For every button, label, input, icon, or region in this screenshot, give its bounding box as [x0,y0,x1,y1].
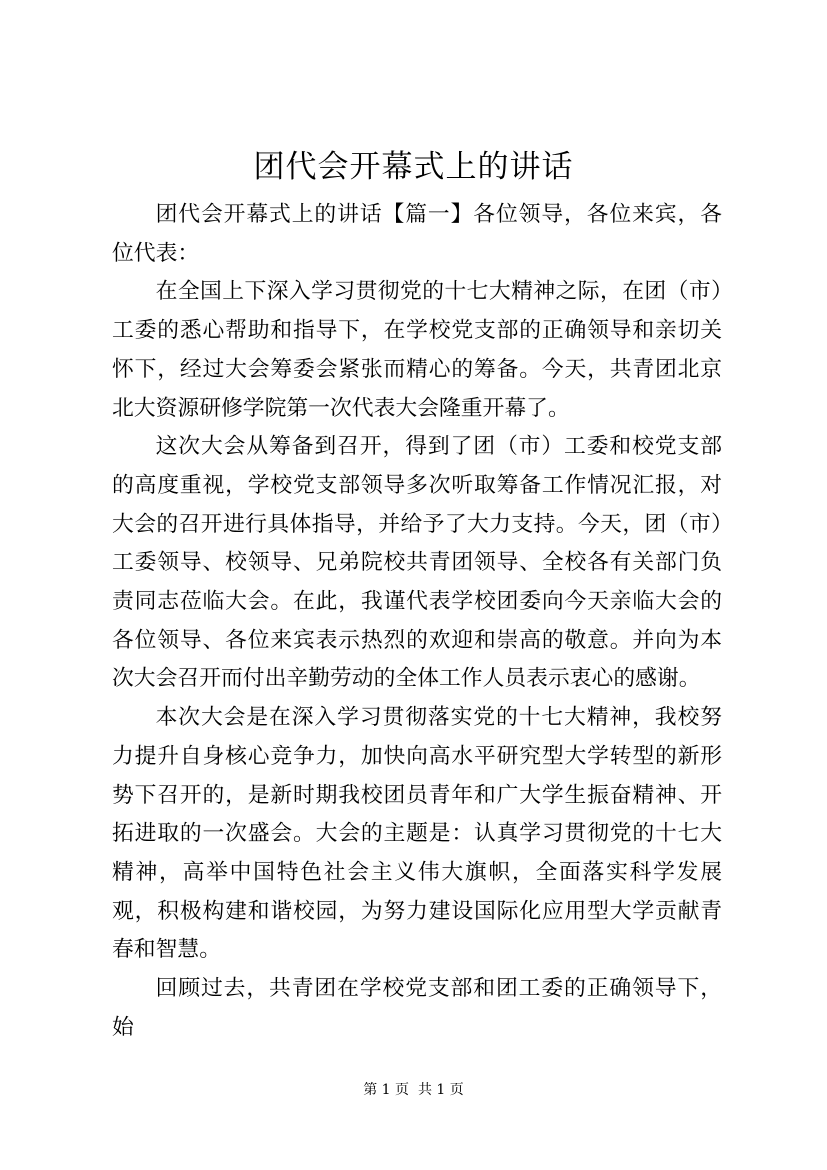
paragraph-greeting: 团代会开幕式上的讲话【篇一】各位领导，各位来宾，各位代表： [112,202,722,266]
paragraph-review: 回顾过去，共青团在学校党支部和团工委的正确领导下，始 [112,976,722,1040]
document-title: 团代会开幕式上的讲话 [253,149,574,185]
page-footer: 第 1 页 共 1 页 [363,1082,464,1098]
paragraph-theme: 本次大会是在深入学习贯彻落实党的十七大精神，我校努力提升自身核心竞争力，加快向高水平研究型大学转型的新形势下召开的，是新时期我校团员青年和广大学生振奋精神、开拓进取的一次盛会。大会的主题是：认真学习贯彻党的十七大精神，高举中国特色社会主义伟大旗帜，全面落实科学发展观，积极构建和谐校园，为努力建设国际化应用型大学贡献青春和智慧。 [112,705,722,963]
document-body [112,196,722,1047]
paragraph-opening: 在全国上下深入学习贯彻党的十七大精神之际，在团（市）工委的悉心帮助和指导下，在学校党支部的正确领导和亲切关怀下，经过大会筹委会紧张而精心的筹备。今天，共青团北京北大资源研修学院第一次代表大会隆重开幕了。 [112,279,722,421]
paragraph-thanks: 这次大会从筹备到召开，得到了团（市）工委和校党支部的高度重视，学校党支部领导多次听取筹备工作情况汇报，对大会的召开进行具体指导，并给予了大力支持。今天，团（市）工委领导、校领导、兄弟院校共青团领导、全校各有关部门负责同志莅临大会。在此，我谨代表学校团委向今天亲临大会的各位领导、各位来宾表示热烈的欢迎和崇高的敬意。并向为本次大会召开而付出辛勤劳动的全体工作人员表示衷心的感谢。 [112,434,722,692]
